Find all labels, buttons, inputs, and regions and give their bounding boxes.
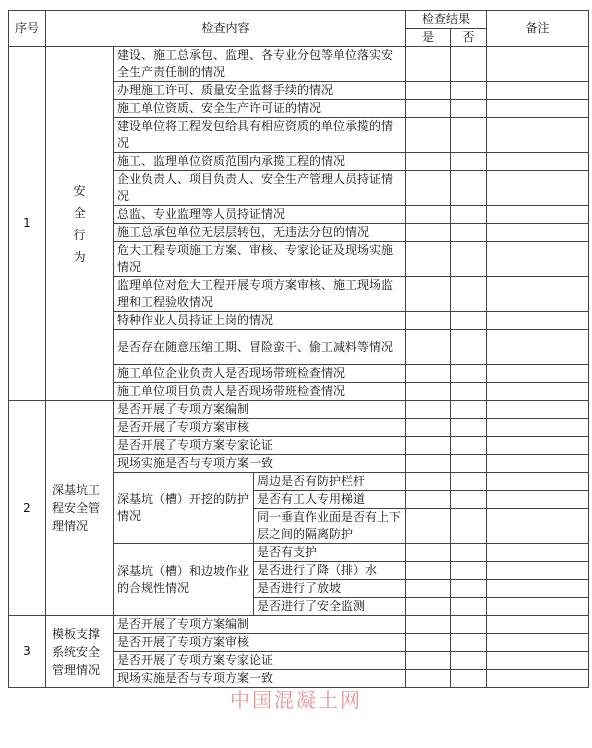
remark-cell <box>487 580 589 598</box>
check-item: 是否开展了专项方案审核 <box>114 634 406 652</box>
yes-cell <box>406 455 451 473</box>
remark-cell <box>487 224 589 242</box>
check-item: 施工单位项目负责人是否现场带班检查情况 <box>114 383 406 401</box>
no-cell <box>451 455 487 473</box>
yes-cell <box>406 277 451 312</box>
yes-cell <box>406 652 451 670</box>
no-cell <box>451 312 487 330</box>
check-item: 施工单位企业负责人是否现场带班检查情况 <box>114 365 406 383</box>
remark-cell <box>487 616 589 634</box>
no-cell <box>451 419 487 437</box>
remark-cell <box>487 670 589 688</box>
check-item: 办理施工许可、质量安全监督手续的情况 <box>114 82 406 100</box>
header-yes: 是 <box>406 29 451 47</box>
yes-cell <box>406 153 451 171</box>
no-cell <box>451 580 487 598</box>
section-title: 模板支撑系统安全管理情况 <box>46 616 114 688</box>
check-item: 现场实施是否与专项方案一致 <box>114 670 406 688</box>
yes-cell <box>406 100 451 118</box>
check-item: 施工、监理单位资质范围内承揽工程的情况 <box>114 153 406 171</box>
no-cell <box>451 616 487 634</box>
check-item: 是否存在随意压缩工期、冒险蛮干、偷工减料等情况 <box>114 330 406 365</box>
remark-cell <box>487 401 589 419</box>
check-item: 同一垂直作业面是否有上下层之间的隔离防护 <box>254 509 406 544</box>
yes-cell <box>406 580 451 598</box>
section-title: 安 全 行 为 <box>46 47 114 401</box>
remark-cell <box>487 206 589 224</box>
table-row <box>9 47 589 82</box>
check-item: 是否开展了专项方案编制 <box>114 401 406 419</box>
section-number: 1 <box>9 47 46 401</box>
check-item: 施工总承包单位无层层转包，无违法分包的情况 <box>114 224 406 242</box>
no-cell <box>451 118 487 153</box>
yes-cell <box>406 118 451 153</box>
remark-cell <box>487 118 589 153</box>
yes-cell <box>406 419 451 437</box>
remark-cell <box>487 242 589 277</box>
no-cell <box>451 437 487 455</box>
no-cell <box>451 330 487 365</box>
yes-cell <box>406 330 451 365</box>
header-seq: 序号 <box>9 11 46 47</box>
check-item: 总监、专业监理等人员持证情况 <box>114 206 406 224</box>
yes-cell <box>406 616 451 634</box>
remark-cell <box>487 100 589 118</box>
no-cell <box>451 491 487 509</box>
remark-cell <box>487 598 589 616</box>
header-no: 否 <box>451 29 487 47</box>
yes-cell <box>406 562 451 580</box>
remark-cell <box>487 383 589 401</box>
yes-cell <box>406 383 451 401</box>
no-cell <box>451 401 487 419</box>
remark-cell <box>487 312 589 330</box>
yes-cell <box>406 544 451 562</box>
no-cell <box>451 206 487 224</box>
no-cell <box>451 473 487 491</box>
table-row <box>9 616 589 634</box>
check-item: 是否进行了安全监测 <box>254 598 406 616</box>
check-item: 是否有支护 <box>254 544 406 562</box>
yes-cell <box>406 224 451 242</box>
check-item: 是否有工人专用梯道 <box>254 491 406 509</box>
no-cell <box>451 47 487 82</box>
yes-cell <box>406 473 451 491</box>
check-item: 建设单位将工程发包给具有相应资质的单位承揽的情况 <box>114 118 406 153</box>
remark-cell <box>487 544 589 562</box>
table-row <box>9 401 589 419</box>
yes-cell <box>406 171 451 206</box>
yes-cell <box>406 401 451 419</box>
remark-cell <box>487 277 589 312</box>
remark-cell <box>487 365 589 383</box>
no-cell <box>451 100 487 118</box>
remark-cell <box>487 652 589 670</box>
section-title: 深基坑工程安全管理情况 <box>46 401 114 616</box>
group-label: 深基坑（槽）开挖的防护情况 <box>114 473 254 544</box>
yes-cell <box>406 634 451 652</box>
remark-cell <box>487 153 589 171</box>
remark-cell <box>487 419 589 437</box>
check-item: 现场实施是否与专项方案一致 <box>114 455 406 473</box>
check-item: 危大工程专项施工方案、审核、专家论证及现场实施情况 <box>114 242 406 277</box>
remark-cell <box>487 82 589 100</box>
no-cell <box>451 598 487 616</box>
section-number: 3 <box>9 616 46 688</box>
header-result: 检查结果 <box>406 11 487 29</box>
remark-cell <box>487 509 589 544</box>
no-cell <box>451 562 487 580</box>
no-cell <box>451 277 487 312</box>
yes-cell <box>406 47 451 82</box>
remark-cell <box>487 562 589 580</box>
yes-cell <box>406 365 451 383</box>
remark-cell <box>487 455 589 473</box>
check-item: 是否开展了专项方案专家论证 <box>114 437 406 455</box>
remark-cell <box>487 171 589 206</box>
check-item: 建设、施工总承包、监理、各专业分包等单位落实安全生产责任制的情况 <box>114 47 406 82</box>
no-cell <box>451 652 487 670</box>
no-cell <box>451 242 487 277</box>
no-cell <box>451 365 487 383</box>
yes-cell <box>406 242 451 277</box>
check-item: 周边是否有防护栏杆 <box>254 473 406 491</box>
check-item: 监理单位对危大工程开展专项方案审核、施工现场监理和工程验收情况 <box>114 277 406 312</box>
check-item: 施工单位资质、安全生产许可证的情况 <box>114 100 406 118</box>
no-cell <box>451 82 487 100</box>
no-cell <box>451 383 487 401</box>
check-item: 是否开展了专项方案专家论证 <box>114 652 406 670</box>
group-label: 深基坑（槽）和边坡作业的合规性情况 <box>114 544 254 616</box>
watermark: 中国混凝土网 <box>230 688 362 712</box>
check-item: 是否进行了放坡 <box>254 580 406 598</box>
no-cell <box>451 153 487 171</box>
check-item: 是否进行了降（排）水 <box>254 562 406 580</box>
no-cell <box>451 670 487 688</box>
yes-cell <box>406 491 451 509</box>
yes-cell <box>406 312 451 330</box>
no-cell <box>451 509 487 544</box>
header-remark: 备注 <box>487 11 589 47</box>
yes-cell <box>406 670 451 688</box>
yes-cell <box>406 509 451 544</box>
remark-cell <box>487 47 589 82</box>
header-row <box>9 11 589 29</box>
remark-cell <box>487 634 589 652</box>
no-cell <box>451 544 487 562</box>
section-number: 2 <box>9 401 46 616</box>
remark-cell <box>487 473 589 491</box>
check-item: 企业负责人、项目负责人、安全生产管理人员持证情况 <box>114 171 406 206</box>
check-item: 是否开展了专项方案审核 <box>114 419 406 437</box>
inspection-table <box>8 10 589 688</box>
remark-cell <box>487 437 589 455</box>
yes-cell <box>406 598 451 616</box>
no-cell <box>451 171 487 206</box>
check-item: 是否开展了专项方案编制 <box>114 616 406 634</box>
yes-cell <box>406 437 451 455</box>
yes-cell <box>406 206 451 224</box>
check-item: 特种作业人员持证上岗的情况 <box>114 312 406 330</box>
header-content: 检查内容 <box>46 11 406 47</box>
no-cell <box>451 634 487 652</box>
no-cell <box>451 224 487 242</box>
remark-cell <box>487 330 589 365</box>
yes-cell <box>406 82 451 100</box>
remark-cell <box>487 491 589 509</box>
